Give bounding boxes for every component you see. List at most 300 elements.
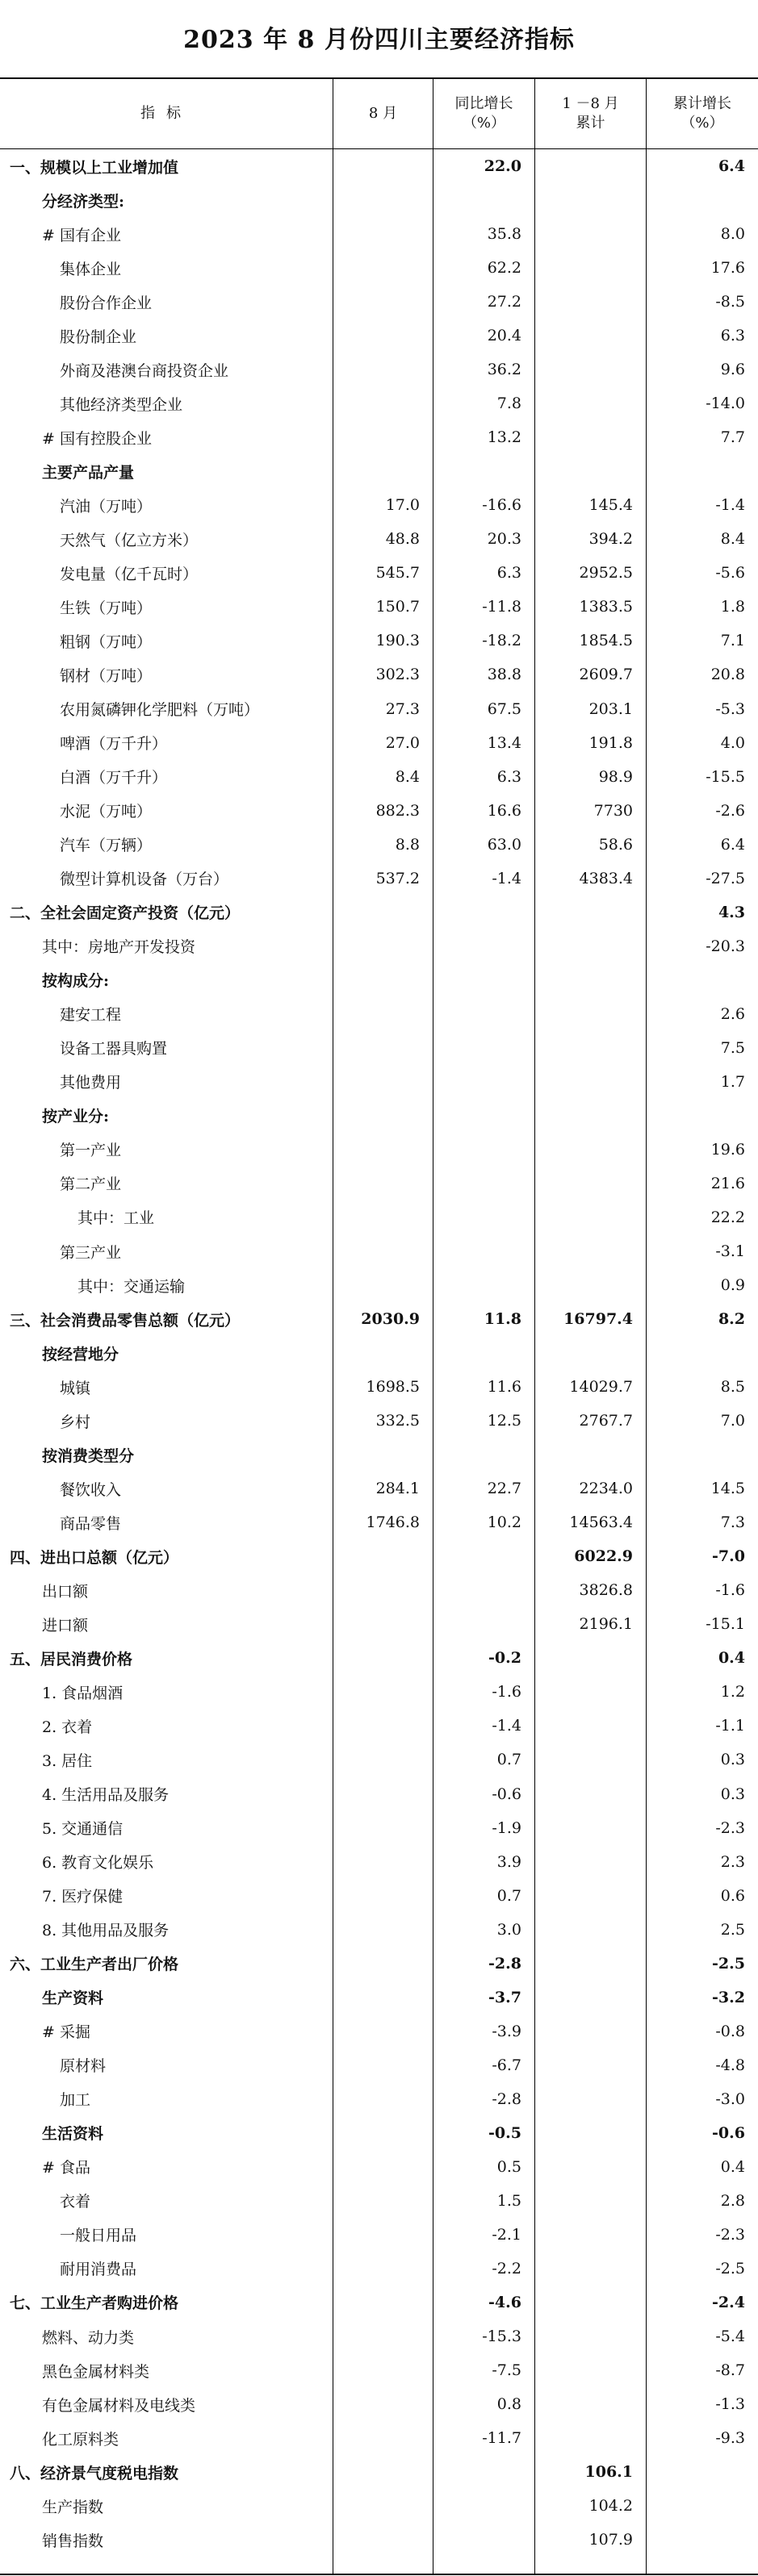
cumulative-growth-cell: 1.2: [720, 1683, 745, 1701]
cumulative-growth-cell: -2.3: [715, 1818, 745, 1837]
indicator-cell: 生产指数: [42, 2498, 104, 2516]
indicator-cell: 四、进出口总额（亿元）: [10, 1548, 179, 1567]
cumulative-value-cell: 2196.1: [579, 1615, 633, 1634]
indicator-cell: 天然气（亿立方米）: [60, 531, 199, 549]
yoy-growth-cell: 67.5: [487, 699, 521, 718]
cumulative-growth-cell: 2.6: [720, 1004, 745, 1023]
indicator-cell: 按经营地分: [42, 1345, 119, 1363]
cumulative-growth-cell: 4.3: [718, 903, 745, 921]
cumulative-growth-cell: -8.5: [715, 293, 745, 311]
table-row: [0, 1709, 758, 1743]
table-row: [0, 2387, 758, 2421]
table-row: [0, 2218, 758, 2252]
month-value-cell: 1698.5: [366, 1378, 420, 1397]
table-row: [0, 1268, 758, 1302]
cumulative-growth-cell: -3.1: [715, 1242, 745, 1261]
table-row: [0, 353, 758, 386]
indicator-cell: 汽油（万吨）: [60, 497, 153, 516]
table-body: [0, 149, 758, 2557]
table-row: [0, 251, 758, 285]
cumulative-growth-cell: -14.0: [706, 395, 745, 413]
yoy-growth-cell: -0.2: [488, 1649, 521, 1668]
yoy-growth-cell: 35.8: [487, 225, 521, 244]
cumulative-growth-cell: 7.5: [720, 1038, 745, 1057]
table-row: [0, 1607, 758, 1641]
table-row: [0, 522, 758, 556]
yoy-growth-cell: 11.6: [487, 1378, 521, 1397]
indicator-cell: 2. 衣着: [42, 1718, 93, 1736]
month-value-cell: 545.7: [375, 564, 420, 582]
cumulative-growth-cell: -15.5: [706, 767, 745, 786]
indicator-cell: # 国有企业: [42, 226, 121, 244]
table-row: [0, 896, 758, 929]
yoy-growth-cell: -11.8: [482, 598, 521, 616]
table-row: [0, 1573, 758, 1607]
month-value-cell: 2030.9: [361, 1310, 420, 1329]
table-row: [0, 1811, 758, 1845]
indicator-cell: 生活资料: [42, 2125, 104, 2144]
indicator-cell: 5. 交通通信: [42, 1820, 124, 1839]
cumulative-growth-cell: -1.6: [715, 1581, 745, 1600]
indicator-cell: 水泥（万吨）: [60, 803, 153, 821]
month-value-cell: 332.5: [375, 1412, 420, 1430]
indicator-cell: 白酒（万千升）: [60, 769, 168, 787]
cumulative-growth-cell: -8.7: [715, 2361, 745, 2380]
month-value-cell: 190.3: [375, 632, 420, 650]
indicator-cell: 七、工业生产者购进价格: [10, 2294, 179, 2313]
indicator-cell: 生铁（万吨）: [60, 599, 153, 617]
indicator-cell: 有色金属材料及电线类: [42, 2396, 196, 2415]
table-row: [0, 1641, 758, 1675]
indicator-cell: 燃料、动力类: [42, 2328, 135, 2347]
cumulative-growth-cell: -2.3: [715, 2225, 745, 2244]
indicator-cell: 原材料: [60, 2057, 107, 2076]
table-row: [0, 1099, 758, 1133]
cumulative-growth-cell: -1.3: [715, 2395, 745, 2414]
indicator-cell: 建安工程: [60, 1006, 122, 1025]
indicator-cell: 发电量（亿千瓦时）: [60, 565, 199, 583]
table-row: [0, 285, 758, 319]
table-row: [0, 1438, 758, 1472]
table-row: [0, 2048, 758, 2082]
cumulative-growth-cell: 7.7: [720, 428, 745, 447]
yoy-growth-cell: -1.4: [492, 869, 521, 887]
cumulative-growth-cell: 7.1: [720, 632, 745, 650]
table-row: [0, 1336, 758, 1370]
table-row: [0, 1472, 758, 1505]
table-row: [0, 590, 758, 624]
indicator-cell: 按消费类型分: [42, 1447, 135, 1465]
cumulative-growth-cell: -15.1: [706, 1615, 745, 1634]
indicator-cell: 黑色金属材料类: [42, 2362, 150, 2381]
yoy-growth-cell: -4.6: [488, 2293, 521, 2311]
yoy-growth-cell: 3.0: [496, 1920, 521, 1939]
cumulative-value-cell: 145.4: [588, 496, 633, 515]
yoy-growth-cell: 27.2: [487, 293, 521, 311]
yoy-growth-cell: -3.9: [492, 2022, 521, 2040]
header-yoy: [433, 79, 534, 148]
cumulative-growth-cell: -0.8: [715, 2022, 745, 2040]
cumulative-growth-cell: 2.5: [720, 1920, 745, 1939]
cumulative-growth-cell: -1.4: [715, 496, 745, 515]
yoy-growth-cell: 22.0: [484, 157, 521, 176]
cumulative-growth-cell: -1.1: [715, 1717, 745, 1735]
cumulative-value-cell: 58.6: [598, 835, 633, 854]
indicator-cell: 其中：工业: [77, 1209, 155, 1228]
yoy-growth-cell: -1.9: [492, 1818, 521, 1837]
table-header: [0, 79, 758, 149]
cumulative-growth-cell: -5.6: [715, 564, 745, 582]
cumulative-value-cell: 1383.5: [579, 598, 633, 616]
cumulative-growth-cell: -5.4: [715, 2328, 745, 2346]
yoy-growth-cell: 12.5: [487, 1412, 521, 1430]
table-row: [0, 862, 758, 896]
cumulative-growth-cell: 21.6: [710, 1174, 745, 1192]
header-month: 8 月: [333, 79, 433, 148]
yoy-growth-cell: 20.4: [487, 327, 521, 345]
cumulative-growth-cell: 6.3: [720, 327, 745, 345]
month-value-cell: 284.1: [375, 1480, 420, 1498]
cumulative-growth-cell: -5.3: [715, 699, 745, 718]
table-row: [0, 1879, 758, 1913]
cumulative-growth-cell: 8.4: [720, 530, 745, 549]
cumulative-growth-cell: 20.8: [710, 666, 745, 684]
yoy-growth-cell: 0.8: [496, 2395, 521, 2414]
table-row: [0, 1777, 758, 1811]
indicator-cell: 第三产业: [60, 1243, 122, 1262]
indicator-cell: 商品零售: [60, 1514, 122, 1533]
cumulative-growth-cell: -2.5: [715, 2259, 745, 2277]
cumulative-growth-cell: -7.0: [712, 1547, 745, 1566]
yoy-growth-cell: 36.2: [487, 361, 521, 379]
yoy-growth-cell: 22.7: [487, 1480, 521, 1498]
header-yoy-line2: （%）: [462, 115, 506, 132]
indicator-cell: 三、社会消费品零售总额（亿元）: [10, 1311, 241, 1330]
yoy-growth-cell: 1.5: [496, 2191, 521, 2210]
cumulative-value-cell: 2952.5: [579, 564, 633, 582]
cumulative-value-cell: 104.2: [588, 2497, 633, 2515]
table-row: [0, 217, 758, 251]
cumulative-growth-cell: 2.8: [720, 2191, 745, 2210]
indicator-cell: 1. 食品烟酒: [42, 1684, 124, 1702]
cumulative-growth-cell: -3.0: [715, 2090, 745, 2108]
table-row: [0, 2116, 758, 2150]
table-row: [0, 2319, 758, 2353]
cumulative-value-cell: 191.8: [588, 733, 633, 752]
indicator-cell: 设备工器具购置: [60, 1040, 168, 1058]
header-cumulative-line1: 1 －8 月: [562, 95, 619, 112]
table-row: [0, 454, 758, 488]
indicator-cell: 股份制企业: [60, 328, 137, 346]
indicator-cell: 乡村: [60, 1413, 91, 1431]
table-row: [0, 1981, 758, 2014]
table-row: [0, 2014, 758, 2048]
yoy-growth-cell: -0.6: [492, 1785, 521, 1803]
yoy-growth-cell: 0.7: [496, 1886, 521, 1905]
indicator-cell: 按产业分:: [42, 1108, 110, 1126]
table-row: [0, 1302, 758, 1336]
indicator-cell: 销售指数: [42, 2532, 104, 2550]
yoy-growth-cell: -1.6: [492, 1683, 521, 1701]
table-row: [0, 692, 758, 726]
table-row: [0, 1065, 758, 1099]
table-row: [0, 2523, 758, 2557]
table-row: [0, 2252, 758, 2286]
cumulative-growth-cell: 0.3: [720, 1785, 745, 1803]
yoy-growth-cell: -2.2: [492, 2259, 521, 2277]
indicator-cell: 八、经济景气度税电指数: [10, 2464, 179, 2482]
table-row: [0, 2421, 758, 2455]
cumulative-growth-cell: -20.3: [706, 937, 745, 955]
cumulative-growth-cell: -2.4: [712, 2293, 745, 2311]
cumulative-value-cell: 1854.5: [579, 632, 633, 650]
cumulative-growth-cell: 1.7: [720, 1072, 745, 1091]
indicator-cell: 出口额: [42, 1582, 89, 1601]
cumulative-value-cell: 2234.0: [579, 1480, 633, 1498]
yoy-growth-cell: -2.8: [488, 1954, 521, 1973]
table-row: [0, 997, 758, 1031]
indicator-cell: 其中：房地产开发投资: [42, 938, 196, 957]
cumulative-value-cell: 14563.4: [569, 1513, 633, 1532]
month-value-cell: 17.0: [385, 496, 420, 515]
header-yoy-line1: 同比增长: [454, 95, 513, 112]
table-row: [0, 1370, 758, 1404]
yoy-growth-cell: -3.7: [488, 1988, 521, 2006]
indicator-cell: 7. 医疗保健: [42, 1888, 124, 1906]
table-row: [0, 1404, 758, 1438]
yoy-growth-cell: 62.2: [487, 259, 521, 278]
month-value-cell: 27.3: [385, 699, 420, 718]
indicator-cell: 其他经济类型企业: [60, 395, 183, 414]
indicator-cell: 六、工业生产者出厂价格: [10, 1956, 179, 1974]
cumulative-growth-cell: 6.4: [718, 157, 745, 176]
indicator-cell: 主要产品产量: [42, 463, 135, 482]
table-row: [0, 2082, 758, 2116]
indicator-cell: 一般日用品: [60, 2227, 137, 2245]
month-value-cell: 150.7: [375, 598, 420, 616]
table-row: [0, 386, 758, 420]
indicator-cell: 其他费用: [60, 1074, 122, 1092]
table-row: [0, 183, 758, 217]
indicator-cell: 第二产业: [60, 1175, 122, 1194]
yoy-growth-cell: 16.6: [487, 801, 521, 820]
yoy-growth-cell: 6.3: [496, 767, 521, 786]
yoy-growth-cell: -7.5: [492, 2361, 521, 2380]
cumulative-growth-cell: 19.6: [710, 1140, 745, 1159]
indicator-cell: 衣着: [60, 2193, 91, 2211]
cumulative-growth-cell: 7.3: [720, 1513, 745, 1532]
month-value-cell: 48.8: [385, 530, 420, 549]
table-row: [0, 2353, 758, 2387]
indicator-cell: 农用氮磷钾化学肥料（万吨）: [60, 701, 260, 720]
table-row: [0, 2286, 758, 2319]
table-row: [0, 2455, 758, 2489]
indicator-cell: 按构成分:: [42, 972, 110, 991]
cumulative-growth-cell: -27.5: [706, 869, 745, 887]
indicator-cell: 二、全社会固定资产投资（亿元）: [10, 904, 241, 923]
table-row: [0, 1167, 758, 1200]
cumulative-value-cell: 203.1: [588, 699, 633, 718]
yoy-growth-cell: -15.3: [482, 2328, 521, 2346]
header-cumulative-growth: [646, 79, 758, 148]
cumulative-value-cell: 98.9: [598, 767, 633, 786]
table-row: [0, 828, 758, 862]
yoy-growth-cell: 6.3: [496, 564, 521, 582]
indicator-cell: # 采掘: [42, 2023, 90, 2042]
indicator-cell: 3. 居住: [42, 1751, 93, 1770]
table-row: [0, 658, 758, 691]
cumulative-growth-cell: 1.8: [720, 598, 745, 616]
yoy-growth-cell: 20.3: [487, 530, 521, 549]
table-row: [0, 1031, 758, 1065]
yoy-growth-cell: -11.7: [482, 2429, 521, 2448]
table-row: [0, 726, 758, 760]
yoy-growth-cell: -2.1: [492, 2225, 521, 2244]
table-row: [0, 420, 758, 454]
indicator-cell: # 国有控股企业: [42, 429, 152, 448]
yoy-growth-cell: -2.8: [492, 2090, 521, 2108]
yoy-growth-cell: -18.2: [482, 632, 521, 650]
table-row: [0, 319, 758, 353]
table-row: [0, 2489, 758, 2523]
yoy-growth-cell: 3.9: [496, 1852, 521, 1871]
indicator-cell: 股份合作企业: [60, 294, 153, 312]
table-row: [0, 963, 758, 997]
cumulative-growth-cell: -9.3: [715, 2429, 745, 2448]
table-row: [0, 556, 758, 590]
cumulative-growth-cell: 2.3: [720, 1852, 745, 1871]
indicator-cell: 外商及港澳台商投资企业: [60, 361, 229, 380]
indicator-cell: 第一产业: [60, 1142, 122, 1160]
table-row: [0, 760, 758, 794]
cumulative-growth-cell: 0.9: [720, 1276, 745, 1295]
cumulative-value-cell: 16797.4: [563, 1310, 633, 1329]
month-value-cell: 1746.8: [366, 1513, 420, 1532]
table-row: [0, 1845, 758, 1879]
table-row: [0, 1743, 758, 1776]
indicator-cell: 加工: [60, 2091, 91, 2110]
month-value-cell: 8.8: [395, 835, 420, 854]
cumulative-value-cell: 14029.7: [569, 1378, 633, 1397]
yoy-growth-cell: 10.2: [487, 1513, 521, 1532]
table-row: [0, 1913, 758, 1947]
indicator-cell: 化工原料类: [42, 2430, 119, 2449]
header-indicator: 指标: [140, 105, 192, 122]
table-row: [0, 929, 758, 963]
cumulative-growth-cell: -4.8: [715, 2056, 745, 2074]
cumulative-growth-cell: 0.4: [720, 2157, 745, 2176]
yoy-growth-cell: -1.4: [492, 1717, 521, 1735]
cumulative-value-cell: 107.9: [588, 2531, 633, 2549]
yoy-growth-cell: 63.0: [487, 835, 521, 854]
yoy-growth-cell: 13.2: [487, 428, 521, 447]
cumulative-value-cell: 106.1: [584, 2463, 633, 2482]
table-row: [0, 1133, 758, 1167]
table-row: [0, 2150, 758, 2184]
yoy-growth-cell: -0.5: [488, 2123, 521, 2142]
cumulative-growth-cell: 0.4: [718, 1649, 745, 1668]
table-row: [0, 1539, 758, 1573]
indicator-cell: 分经济类型:: [42, 192, 125, 211]
table-row: [0, 1675, 758, 1709]
cumulative-value-cell: 2609.7: [579, 666, 633, 684]
cumulative-value-cell: 3826.8: [579, 1581, 633, 1600]
yoy-growth-cell: 13.4: [487, 733, 521, 752]
table-row: [0, 1505, 758, 1539]
indicator-cell: # 食品: [42, 2159, 90, 2177]
header-cumulative: [534, 79, 646, 148]
indicator-cell: 汽车（万辆）: [60, 837, 153, 855]
cumulative-value-cell: 394.2: [588, 530, 633, 549]
table-row: [0, 2184, 758, 2218]
cumulative-growth-cell: -0.6: [712, 2123, 745, 2142]
indicator-cell: 进口额: [42, 1616, 89, 1635]
table-row: [0, 488, 758, 522]
cumulative-growth-cell: -2.5: [712, 1954, 745, 1973]
cumulative-growth-cell: 8.2: [718, 1310, 745, 1329]
cumulative-growth-cell: 4.0: [720, 733, 745, 752]
indicator-cell: 6. 教育文化娱乐: [42, 1854, 154, 1873]
yoy-growth-cell: 0.7: [496, 1751, 521, 1769]
month-value-cell: 537.2: [375, 869, 420, 887]
cumulative-growth-cell: 14.5: [710, 1480, 745, 1498]
cumulative-growth-cell: 0.6: [720, 1886, 745, 1905]
indicator-cell: 其中：交通运输: [77, 1277, 186, 1296]
month-value-cell: 27.0: [385, 733, 420, 752]
cumulative-value-cell: 6022.9: [574, 1547, 633, 1566]
cumulative-growth-cell: 22.2: [710, 1208, 745, 1226]
indicator-cell: 啤酒（万千升）: [60, 735, 168, 754]
table-row: [0, 624, 758, 658]
yoy-growth-cell: 7.8: [496, 395, 521, 413]
page-title: 2023 年 8 月份四川主要经济指标: [183, 26, 575, 54]
table-row: [0, 149, 758, 183]
table-row: [0, 794, 758, 828]
month-value-cell: 882.3: [375, 801, 420, 820]
indicator-cell: 生产资料: [42, 1989, 104, 2008]
indicator-cell: 五、居民消费价格: [10, 1650, 133, 1668]
indicator-cell: 钢材（万吨）: [60, 666, 153, 685]
indicator-cell: 粗钢（万吨）: [60, 633, 153, 651]
cumulative-value-cell: 2767.7: [579, 1412, 633, 1430]
indicator-cell: 餐饮收入: [60, 1480, 122, 1499]
table-row: [0, 1234, 758, 1268]
cumulative-value-cell: 7730: [593, 801, 633, 820]
yoy-growth-cell: -6.7: [492, 2056, 521, 2074]
header-cumulative-growth-line2: （%）: [681, 115, 724, 132]
yoy-growth-cell: 0.5: [496, 2157, 521, 2176]
yoy-growth-cell: 11.8: [484, 1310, 521, 1329]
indicator-cell: 微型计算机设备（万台）: [60, 870, 229, 889]
header-cumulative-growth-line1: 累计增长: [673, 95, 731, 112]
yoy-growth-cell: -16.6: [482, 496, 521, 515]
table-row: [0, 1200, 758, 1234]
indicator-cell: 一、规模以上工业增加值: [10, 158, 179, 177]
indicator-cell: 耐用消费品: [60, 2261, 137, 2279]
indicator-cell: 8. 其他用品及服务: [42, 1922, 170, 1940]
cumulative-growth-cell: 17.6: [710, 259, 745, 278]
cumulative-growth-cell: 9.6: [720, 361, 745, 379]
header-cumulative-line2: 累计: [576, 115, 605, 132]
indicator-cell: 集体企业: [60, 260, 122, 278]
yoy-growth-cell: 38.8: [487, 666, 521, 684]
cumulative-growth-cell: 8.0: [720, 225, 745, 244]
indicator-cell: 4. 生活用品及服务: [42, 1786, 170, 1805]
cumulative-growth-cell: 8.5: [720, 1378, 745, 1397]
month-value-cell: 302.3: [375, 666, 420, 684]
cumulative-growth-cell: -2.6: [715, 801, 745, 820]
cumulative-growth-cell: -3.2: [712, 1988, 745, 2006]
